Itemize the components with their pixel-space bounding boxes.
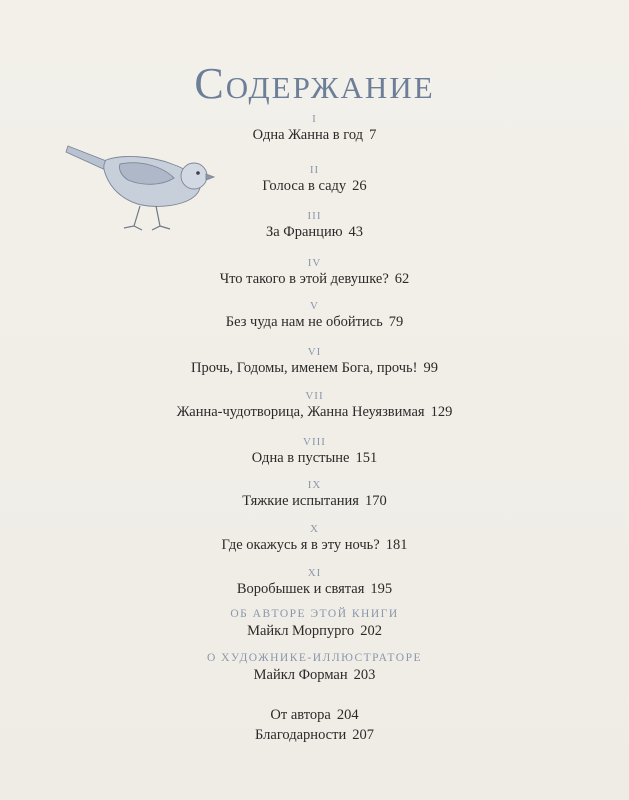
page-number: 204 <box>336 707 359 723</box>
chapter-title: Где окажусь я в эту ночь? <box>221 537 380 553</box>
page-number: 99 <box>423 360 438 376</box>
toc-entry[interactable] <box>0 112 629 144</box>
page-number: 203 <box>353 667 376 683</box>
author-name: Майкл Морпурго <box>247 623 355 639</box>
chapter-numeral: II <box>309 164 320 176</box>
chapter-title: Без чуда нам не обойтись <box>225 314 383 330</box>
page-number: 7 <box>369 127 377 143</box>
toc-entry[interactable] <box>0 209 629 241</box>
chapter-numeral: XI <box>307 567 322 579</box>
toc-entry[interactable] <box>0 478 629 510</box>
toc-entry[interactable] <box>0 345 629 377</box>
page-number: 26 <box>352 178 367 194</box>
chapter-title: Прочь, Годомы, именем Бога, прочь! <box>191 360 418 376</box>
chapter-numeral: X <box>310 523 319 535</box>
chapter-numeral: VIII <box>303 436 326 448</box>
toc-entry-from-author[interactable] <box>0 706 629 724</box>
illustrator-name: Майкл Форман <box>253 667 348 683</box>
chapter-title: Воробышек и святая <box>236 581 365 597</box>
page-number: 79 <box>388 314 404 330</box>
page-title: Содержание <box>194 59 435 108</box>
section-title: Благодарности <box>255 727 347 743</box>
toc-entry[interactable] <box>0 566 629 598</box>
page-number: 129 <box>430 404 453 420</box>
page-number: 62 <box>394 271 410 287</box>
chapter-title: Одна Жанна в год <box>252 127 364 143</box>
chapter-title: Жанна-чудотворица, Жанна Неуязвимая <box>176 404 425 420</box>
chapter-numeral: III <box>307 210 322 222</box>
page-number: 151 <box>355 450 378 466</box>
page-number: 43 <box>348 224 364 240</box>
chapter-title: Голоса в саду <box>262 178 347 194</box>
toc-entry[interactable] <box>0 299 629 331</box>
toc-entry-about-illustrator[interactable] <box>0 650 629 684</box>
section-label: ОБ АВТОРЕ ЭТОЙ КНИГИ <box>230 608 399 620</box>
page-number: 195 <box>370 581 393 597</box>
page-number: 181 <box>385 537 408 553</box>
section-label: О ХУДОЖНИКЕ-ИЛЛЮСТРАТОРЕ <box>206 652 422 664</box>
chapter-title: Что такого в этой девушке? <box>219 271 389 287</box>
toc-entry[interactable] <box>0 435 629 467</box>
toc-entry[interactable] <box>0 256 629 288</box>
chapter-title: За Францию <box>265 224 343 240</box>
section-title: От автора <box>270 707 331 723</box>
chapter-numeral: I <box>312 113 317 125</box>
chapter-numeral: VII <box>305 390 324 402</box>
toc-entry[interactable] <box>0 522 629 554</box>
chapter-title: Тяжкие испытания <box>242 493 359 509</box>
chapter-numeral: IX <box>307 479 322 491</box>
chapter-title: Одна в пустыне <box>251 450 350 466</box>
toc-entry[interactable] <box>0 163 629 195</box>
chapter-numeral: IV <box>307 257 322 269</box>
toc-entry-about-author[interactable] <box>0 606 629 640</box>
page-number: 170 <box>364 493 387 509</box>
toc-entry[interactable] <box>0 389 629 421</box>
page-number: 202 <box>360 623 382 639</box>
chapter-numeral: V <box>310 300 319 312</box>
toc-entry-acknowledgements[interactable] <box>0 726 629 744</box>
page-number: 207 <box>352 727 374 743</box>
chapter-numeral: VI <box>307 346 322 358</box>
